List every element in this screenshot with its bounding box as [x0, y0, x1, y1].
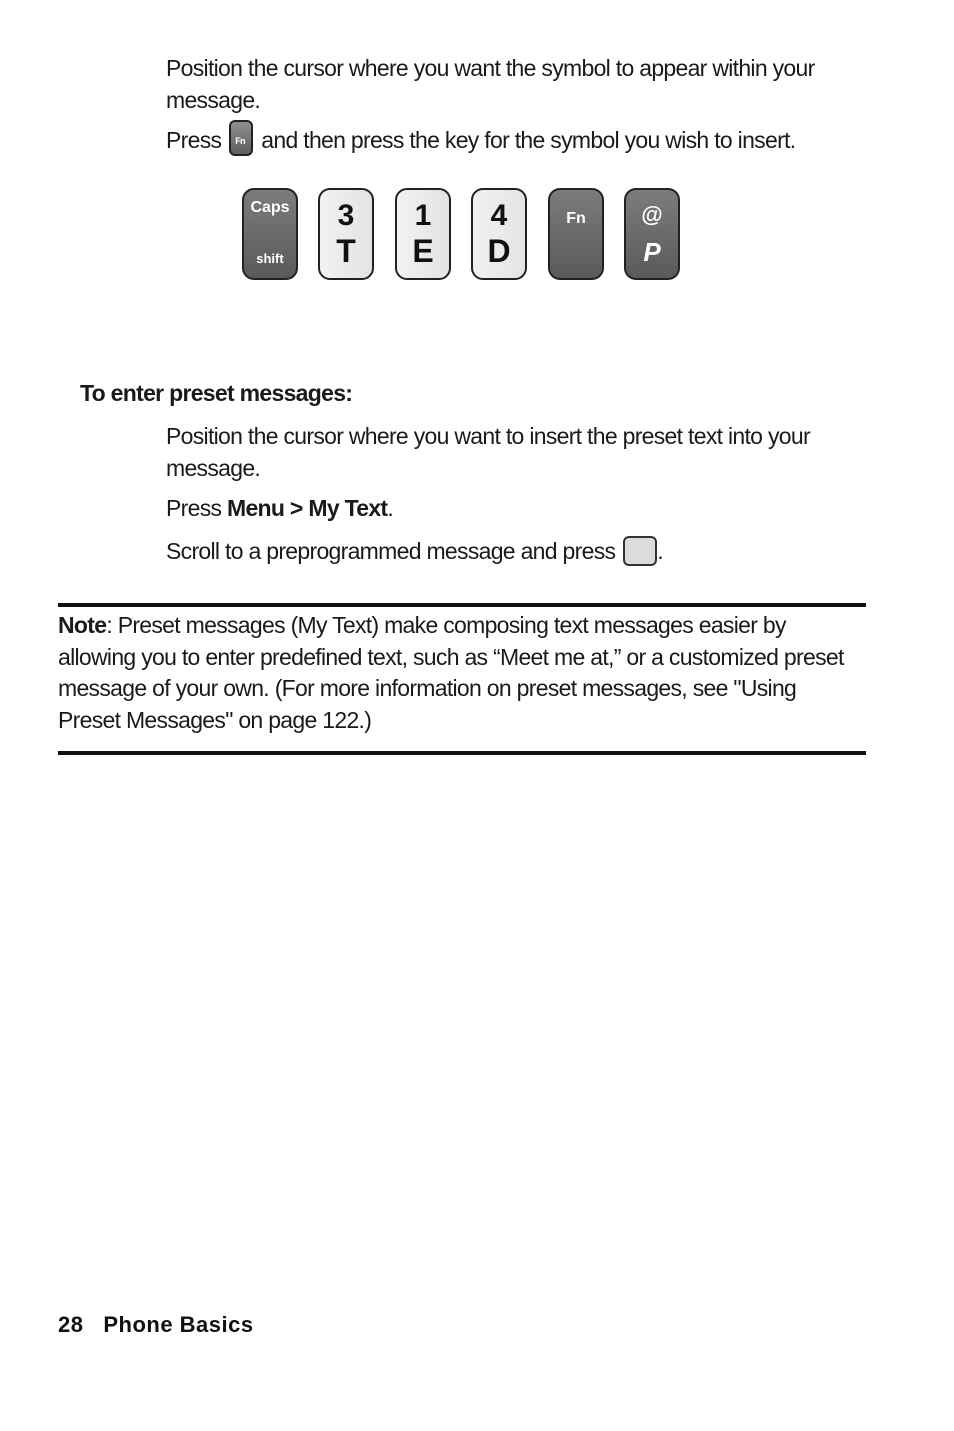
key-bottom-label: E [412, 233, 434, 269]
step-text: . [657, 538, 663, 564]
key-bottom-label: shift [256, 251, 284, 266]
note-line: message of your own. (For more information on preset messages, see "Using [58, 675, 797, 701]
key-top-label: 4 [490, 199, 508, 232]
step-line: Position the cursor where you want to insert the preset text into your [166, 423, 810, 449]
fn-key-icon-label: Fn [235, 136, 245, 146]
note-text: : Preset messages (My Text) make composing text messages easier by [106, 612, 786, 638]
step-line: Position the cursor where you want the symbol to appear within your [166, 55, 815, 81]
menu-label: Menu [226, 495, 285, 521]
key-top-label: Fn [566, 210, 586, 227]
key-top-label: Caps [250, 199, 290, 216]
key-top-label: 3 [337, 199, 355, 232]
key-3-t-icon [318, 188, 374, 280]
note-label: Note [58, 612, 107, 638]
step-press-menu [166, 492, 393, 524]
step-line: message. [166, 87, 261, 113]
key-4-d-icon [471, 188, 527, 280]
note-top-rule [58, 603, 866, 607]
fn-key-icon [548, 188, 604, 280]
step-text: Press [166, 495, 227, 521]
key-at-p-icon [624, 188, 680, 280]
key-bottom-label: T [336, 233, 356, 269]
note-line [58, 609, 786, 641]
step-text: and then press the key for the symbol you wish to insert. [261, 127, 796, 154]
note-line: allowing you to enter predefined text, such as “Meet me at,” or a customized preset [58, 644, 844, 670]
my-text-label: My Text [308, 495, 388, 521]
fn-key-icon [229, 120, 253, 156]
step-text: Scroll to a preprogrammed message and press [166, 538, 616, 564]
step-press-fn [166, 124, 795, 160]
key-bottom-label: P [643, 237, 661, 267]
key-1-e-icon [395, 188, 451, 280]
step-text: . [387, 495, 394, 521]
section-name: Phone Basics [103, 1312, 254, 1337]
step-line: message. [166, 455, 261, 481]
separator: > [284, 495, 309, 521]
caps-shift-key-icon [242, 188, 298, 280]
ok-key-icon [623, 536, 657, 566]
key-bottom-label: D [487, 233, 511, 269]
step-scroll [166, 535, 663, 568]
key-top-label: 1 [414, 199, 432, 232]
page-number: 28 [58, 1312, 84, 1337]
key-top-label: @ [641, 202, 663, 227]
section-heading: To enter preset messages: [80, 380, 353, 406]
note-line: Preset Messages" on page 122.) [58, 707, 372, 733]
page-footer [58, 1312, 254, 1338]
note-bottom-rule [58, 751, 866, 755]
step-text: Press [166, 127, 222, 154]
